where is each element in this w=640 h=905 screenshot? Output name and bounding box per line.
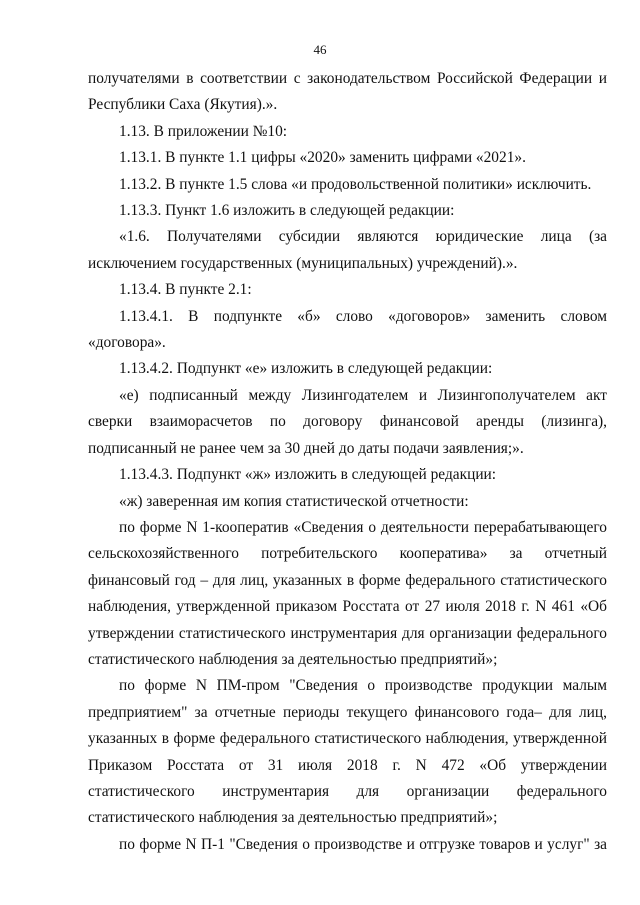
paragraph-1-13-4: 1.13.4. В пункте 2.1: bbox=[119, 281, 252, 299]
document-body bbox=[88, 66, 607, 858]
paragraph-1-13-2: 1.13.2. В пункте 1.5 слова «и продовольственной политики» исключить. bbox=[119, 175, 592, 193]
paragraph-1-13-3: 1.13.3. Пункт 1.6 изложить в следующей редакции: bbox=[119, 202, 455, 220]
paragraph-quote-1-6: «1.6. Получателями субсидии являются юридические лица (за исключением государственных (муниципальных) учреждений).». bbox=[88, 228, 607, 272]
page-number: 46 bbox=[313, 42, 327, 57]
paragraph-1-13: 1.13. В приложении №10: bbox=[119, 122, 288, 140]
paragraph-subitem-zh: «ж) заверенная им копия статистической отчетности: bbox=[119, 492, 469, 510]
paragraph-subitem-e: «е) подписанный между Лизингодателем и Лизингополучателем акт сверки взаиморасчетов по договору финансовой аренды (лизинга), подписанный не ранее чем за 30 дней до даты подачи заявления;». bbox=[88, 386, 607, 457]
paragraph-form-pm-prom: по форме N ПМ-пром "Сведения о производстве продукции малым предприятием" за отчетные периоды текущего финансового года– для лиц, указанных в форме федерального статистического наблюдения, утвержденной Приказом Росстата от 31 июля 2018 г. N 472 «Об утверждении статистического инструментария для организации федерального статистического наблюдения за деятельностью предприятий»; bbox=[88, 677, 607, 827]
paragraph-1-13-4-1: 1.13.4.1. В подпункте «б» слово «договоров» заменить словом «договора». bbox=[88, 307, 607, 352]
paragraph-form-p-1: по форме N П-1 "Сведения о производстве и отгрузке товаров и услуг" за bbox=[119, 835, 607, 853]
paragraph-1-13-4-2: 1.13.4.2. Подпункт «е» изложить в следующей редакции: bbox=[119, 360, 493, 378]
paragraph-continuation: получателями в соответствии с законодательством Российской Федерации и Республики Саха (Якутия).». bbox=[88, 70, 607, 114]
paragraph-form-1-cooperative: по форме N 1-кооператив «Сведения о деятельности перерабатывающего сельскохозяйственного потребительского кооператива» за отчетный финансовый год – для лиц, указанных в форме федерального статистического наблюдения, утвержденной приказом Росстата от 27 июля 2018 г. N 461 «Об утверждении статистического инструментария для организации федерального статистического наблюдения за деятельностью предприятий»; bbox=[88, 518, 607, 668]
paragraph-1-13-1: 1.13.1. В пункте 1.1 цифры «2020» заменить цифрами «2021». bbox=[119, 149, 526, 167]
paragraph-1-13-4-3: 1.13.4.3. Подпункт «ж» изложить в следующей редакции: bbox=[119, 466, 497, 484]
